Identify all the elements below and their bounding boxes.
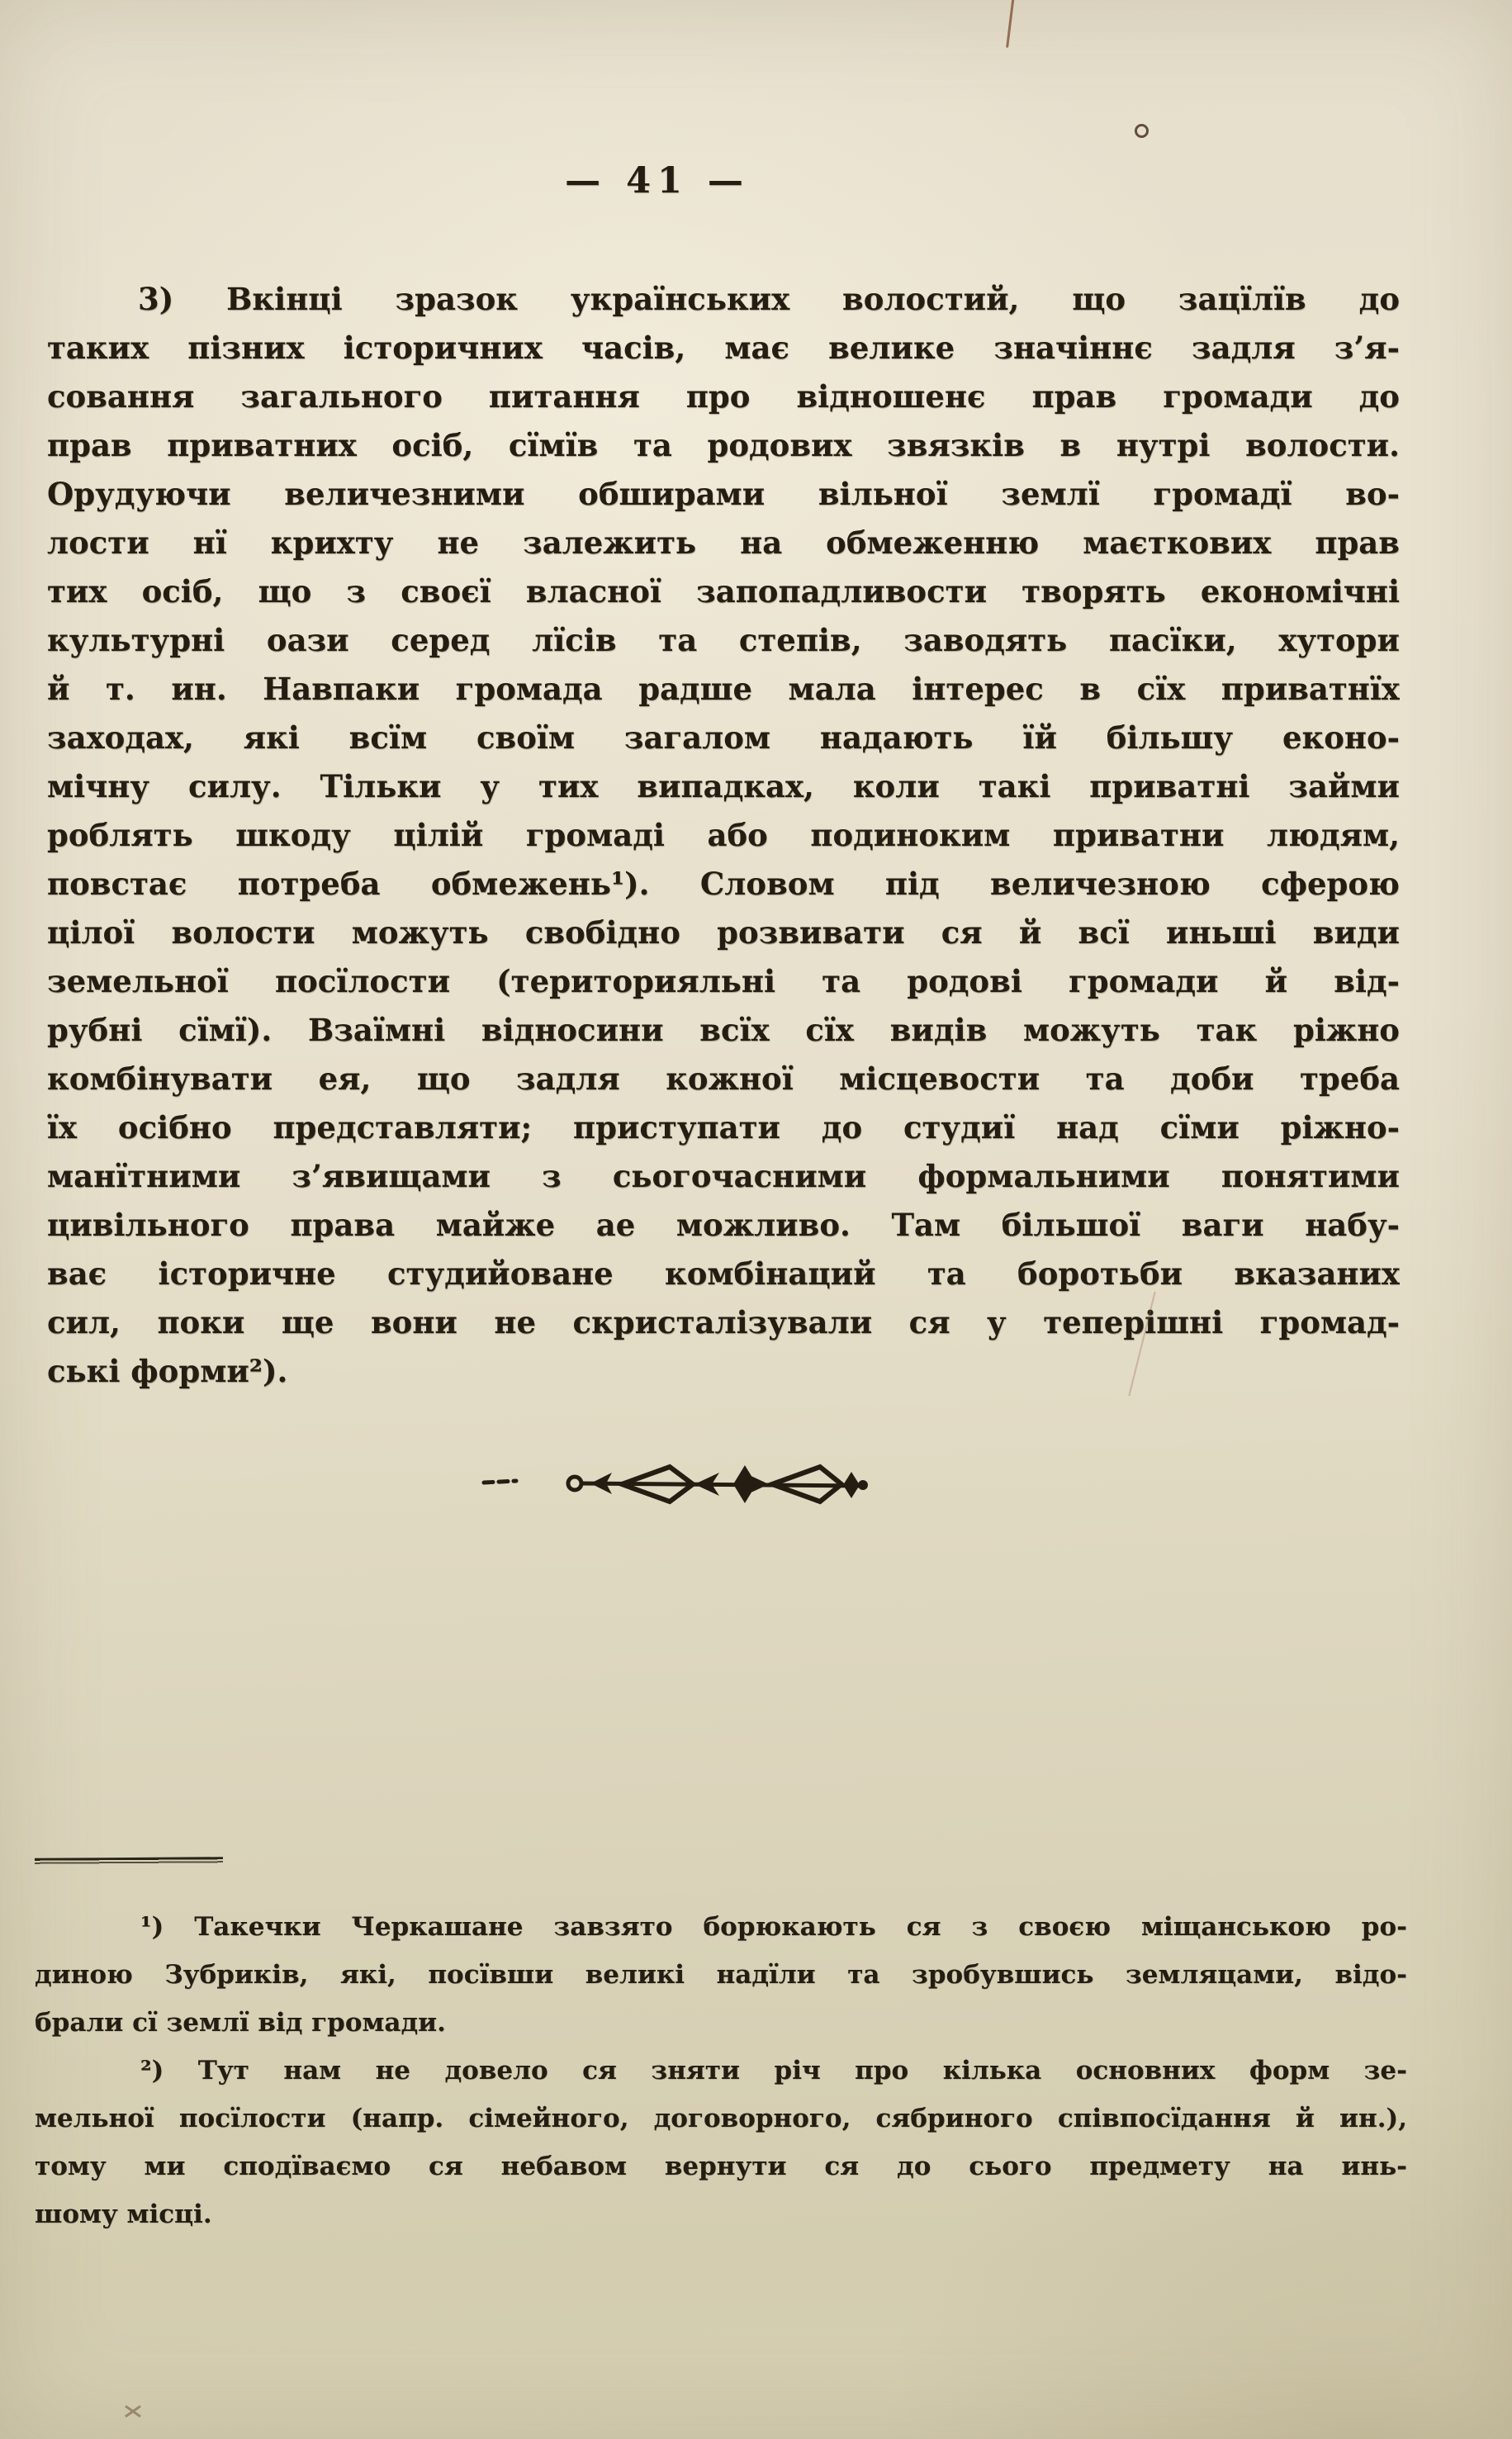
- scratch-mark-top: [1006, 0, 1015, 48]
- paragraph-line: заходах, які всїм своїм загалом надають їй більшу еконо-: [47, 719, 1400, 756]
- footnote-line: тому ми сподїваємо ся небавом вернути ся до сього предмету на инь-: [35, 2152, 1407, 2181]
- footnote-line: шому місці.: [35, 2199, 212, 2229]
- paragraph-line: їх осібно представляти; приступати до студиї над сїми ріжно-: [47, 1109, 1400, 1146]
- paragraph-line: рубні сїмї). Взаїмні відносини всїх сїх видів можуть так ріжно: [47, 1012, 1400, 1048]
- paragraph-line: таких пізних історичних часів, має велике значіннє задля з’я-: [47, 330, 1400, 366]
- paragraph-line: роблять шкоду цілій громаді або подиноким приватни людям,: [47, 817, 1400, 853]
- paragraph-line: земельної посїлости (територияльні та родові громади й від-: [47, 963, 1400, 999]
- paragraph-line: мічну силу. Тільки у тих випадках, коли такі приватні займи: [47, 768, 1400, 804]
- footnote-separator-rule: [35, 1857, 223, 1865]
- paragraph-line: сил, поки ще вони не скристалізували ся у теперішні громад-: [47, 1304, 1400, 1341]
- paragraph-line: цілої волости можуть свобідно розвивати ся й всї иньші види: [47, 914, 1400, 951]
- ornamental-divider-icon: [481, 1460, 871, 1505]
- footnote-line: ¹) Такечки Черкашане завзято борюкають ся з своєю міщанською ро-: [140, 1912, 1407, 1942]
- scratch-mark-bottom: [125, 2405, 141, 2418]
- main-paragraph: [47, 275, 1400, 1396]
- footnote-line: диною Зубриків, які, посївши великі надїли та зробувшись земляцами, відо-: [35, 1960, 1407, 1990]
- footnote-line: брали сї землї від громади.: [35, 2008, 446, 2038]
- paragraph-line: прав приватних осіб, сїмїв та родових звязків в нутрі волости.: [47, 427, 1400, 463]
- paragraph-line: й т. ин. Навпаки громада радше мала інтерес в сїх приватнїх: [47, 671, 1400, 707]
- paragraph-line: культурні оази серед лїсів та степів, заводять пасїки, хутори: [47, 622, 1400, 658]
- paragraph-line: Орудуючи величезними обширами вільної землї громадї во-: [47, 476, 1400, 512]
- footnotes-block: [35, 1903, 1407, 2238]
- paragraph-line: манїтними з’явищами з сьогочасними формальними понятими: [47, 1158, 1400, 1194]
- paragraph-line: комбінувати ея, що задля кожної місцевости та доби треба: [47, 1061, 1400, 1097]
- paragraph-line: цивільного права майже ае можливо. Там більшої ваги набу-: [47, 1207, 1400, 1243]
- paragraph-line: тих осіб, що з своєї власної запопадливости творять економічні: [47, 573, 1400, 610]
- paragraph-line: повстає потреба обмежень¹). Словом під величезною сферою: [47, 866, 1400, 902]
- paragraph-line: совання загального питання про відношенє прав громади до: [47, 378, 1400, 415]
- paragraph-line: ває історичне студийоване комбінаций та боротьби вказаних: [47, 1255, 1400, 1292]
- paragraph-line: лости нї крихту не залежить на обмеженню маєткових прав: [47, 524, 1400, 561]
- footnote-line: ²) Тут нам не довело ся зняти річ про кілька основних форм зе-: [140, 2056, 1407, 2085]
- paragraph-line: ські форми²).: [47, 1353, 288, 1389]
- page-number: — 41 —: [565, 160, 750, 202]
- footnote-line: мельної посїлости (напр. сімейного, договорного, сябриного співпосїдання й ин.),: [35, 2104, 1407, 2133]
- ink-ring-mark: [1135, 124, 1149, 138]
- paragraph-line: 3) Вкінці зразок українських волостий, що зацїлїв до: [138, 281, 1400, 317]
